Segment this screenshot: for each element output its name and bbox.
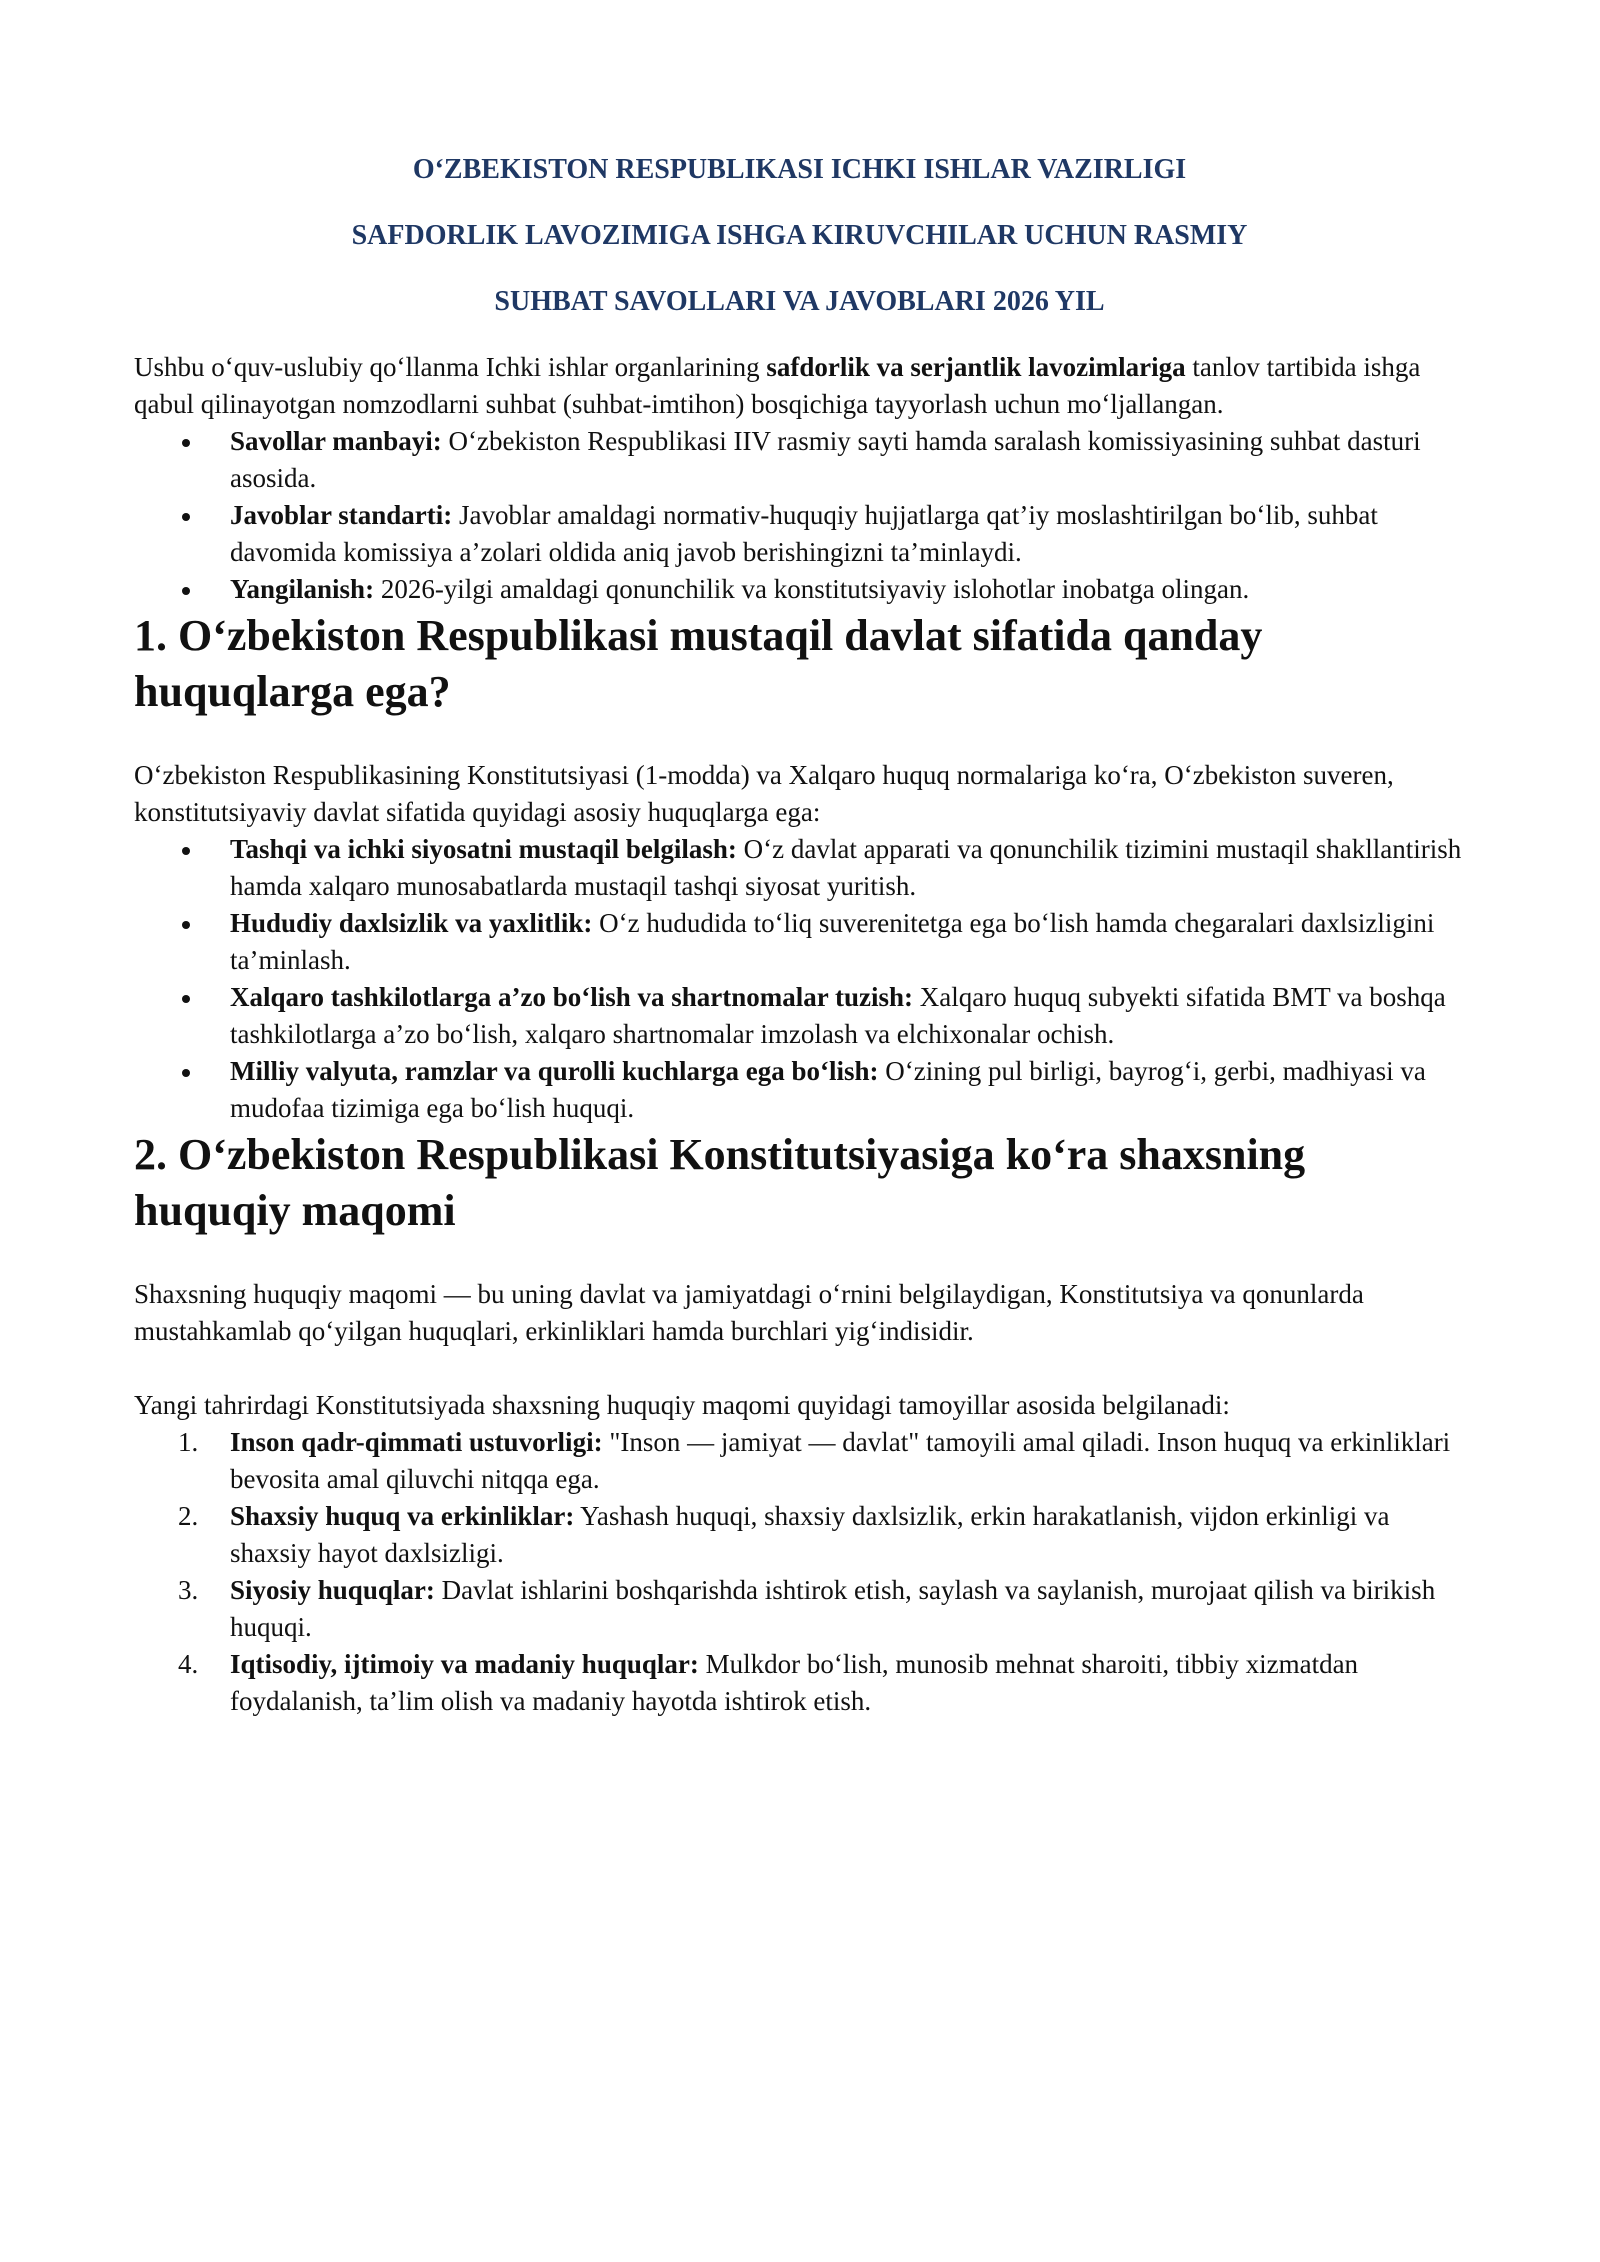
list-number: 2. — [178, 1501, 199, 1531]
bullet-label: Milliy valyuta, ramzlar va qurolli kuchlarga ega bo‘lish: — [230, 1056, 879, 1086]
section-2-heading: 2. O‘zbekiston Respublikasi Konstitutsiyasiga ko‘ra shaxsning huquqiy maqomi — [134, 1130, 1306, 1235]
list-item — [230, 979, 1465, 1053]
section-2-paragraph-2: Yangi tahrirdagi Konstitutsiyada shaxsning huquqiy maqomi quyidagi tamoyillar asosida belgilanadi: — [134, 1390, 1230, 1420]
intro-text-end: tanlov tartibida ishga qabul qilinayotgan nomzodlarni suhbat (suhbat-imtihon) bosqichiga tayyorlash uchun mo‘ljallangan. — [134, 352, 1421, 419]
bullet-text: O‘zining pul birligi, bayrog‘i, gerbi, madhiyasi va mudofaa tizimiga ega bo‘lish huquqi. — [230, 1056, 1426, 1123]
bullet-label: Yangilanish: — [230, 574, 375, 604]
item-label: Inson qadr-qimmati ustuvorligi: — [230, 1427, 603, 1457]
section-1-bullet-list — [134, 831, 1465, 1127]
list-item — [230, 1053, 1465, 1127]
list-item — [178, 1572, 1465, 1646]
section-2-paragraph-1: Shaxsning huquqiy maqomi — bu uning davlat va jamiyatdagi o‘rnini belgilaydigan, Konstitutsiya va qonunlarda mustahkamlab qo‘yilgan huquqlari, erkinliklari hamda burchlari yig‘indisidir. — [134, 1279, 1364, 1346]
list-item — [230, 497, 1465, 571]
bullet-label: Hududiy daxlsizlik va yaxlitlik: — [230, 908, 593, 938]
list-number: 4. — [178, 1649, 199, 1679]
list-number: 3. — [178, 1575, 199, 1605]
bullet-label: Xalqaro tashkilotlarga a’zo bo‘lish va shartnomalar tuzish: — [230, 982, 914, 1012]
intro-bullet-list — [134, 423, 1465, 608]
item-label: Siyosiy huquqlar: — [230, 1575, 435, 1605]
list-item — [230, 831, 1465, 905]
intro-paragraph — [134, 349, 1465, 423]
bullet-text: Javoblar amaldagi normativ-huquqiy hujjatlarga qat’iy moslashtirilgan bo‘lib, suhbat davomida komissiya a’zolari oldida aniq javob berishingizni ta’minlaydi. — [230, 500, 1378, 567]
document-title-line-2: SAFDORLIK LAVOZIMIGA ISHGA KIRUVCHILAR UCHUN RASMIY — [351, 220, 1248, 251]
item-text: Davlat ishlarini boshqarishda ishtirok etish, saylash va saylanish, murojaat qilish va birikish huquqi. — [230, 1575, 1436, 1642]
bullet-text: O‘z hududida to‘liq suverenitetga ega bo‘lish hamda chegaralari daxlsizligini ta’minlash. — [230, 908, 1435, 975]
item-text: "Inson — jamiyat — davlat" tamoyili amal qiladi. Inson huquq va erkinliklari bevosita amal qiluvchi nitqqa ega. — [230, 1427, 1451, 1494]
list-item — [178, 1498, 1465, 1572]
document-title-line-3: SUHBAT SAVOLLARI VA JAVOBLARI 2026 YIL — [494, 286, 1105, 317]
bullet-label: Javoblar standarti: — [230, 500, 453, 530]
section-2-numbered-list — [134, 1424, 1465, 1720]
list-item — [230, 571, 1465, 608]
document-title-line-1: O‘ZBEKISTON RESPUBLIKASI ICHKI ISHLAR VAZIRLIGI — [412, 154, 1187, 185]
list-item — [178, 1424, 1465, 1498]
intro-text-start: Ushbu o‘quv-uslubiy qo‘llanma Ichki ishlar organlarining — [134, 352, 767, 382]
bullet-text: O‘zbekiston Respublikasi IIV rasmiy sayti hamda saralash komissiyasining suhbat dasturi asosida. — [230, 426, 1421, 493]
list-number: 1. — [178, 1427, 199, 1457]
item-label: Shaxsiy huquq va erkinliklar: — [230, 1501, 575, 1531]
bullet-text: Xalqaro huquq subyekti sifatida BMT va boshqa tashkilotlarga a’zo bo‘lish, xalqaro shartnomalar imzolash va elchixonalar ochish. — [230, 982, 1446, 1049]
bullet-text: 2026-yilgi amaldagi qonunchilik va konstitutsiyaviy islohotlar inobatga olingan. — [374, 574, 1250, 604]
list-item — [230, 423, 1465, 497]
section-1-paragraph: O‘zbekiston Respublikasining Konstitutsiyasi (1-modda) va Xalqaro huquq normalariga ko‘ra, O‘zbekiston suveren, konstitutsiyaviy davlat sifatida quyidagi asosiy huquqlarga ega: — [134, 760, 1394, 827]
item-text: Yashash huquqi, shaxsiy daxlsizlik, erkin harakatlanish, vijdon erkinligi va shaxsiy hayot daxlsizligi. — [230, 1501, 1390, 1568]
section-1-heading: 1. O‘zbekiston Respublikasi mustaqil davlat sifatida qanday huquqlarga ega? — [134, 611, 1263, 716]
list-item — [230, 905, 1465, 979]
item-label: Iqtisodiy, ijtimoiy va madaniy huquqlar: — [230, 1649, 699, 1679]
list-item — [178, 1646, 1465, 1720]
bullet-text: O‘z davlat apparati va qonunchilik tizimini mustaqil shakllantirish hamda xalqaro munosabatlarda mustaqil tashqi siyosat yuritish. — [230, 834, 1462, 901]
item-text: Mulkdor bo‘lish, munosib mehnat sharoiti, tibbiy xizmatdan foydalanish, ta’lim olish va madaniy hayotda ishtirok etish. — [230, 1649, 1359, 1716]
bullet-label: Savollar manbayi: — [230, 426, 442, 456]
intro-bold-text: safdorlik va serjantlik lavozimlariga — [766, 352, 1186, 382]
bullet-label: Tashqi va ichki siyosatni mustaqil belgilash: — [230, 834, 737, 864]
